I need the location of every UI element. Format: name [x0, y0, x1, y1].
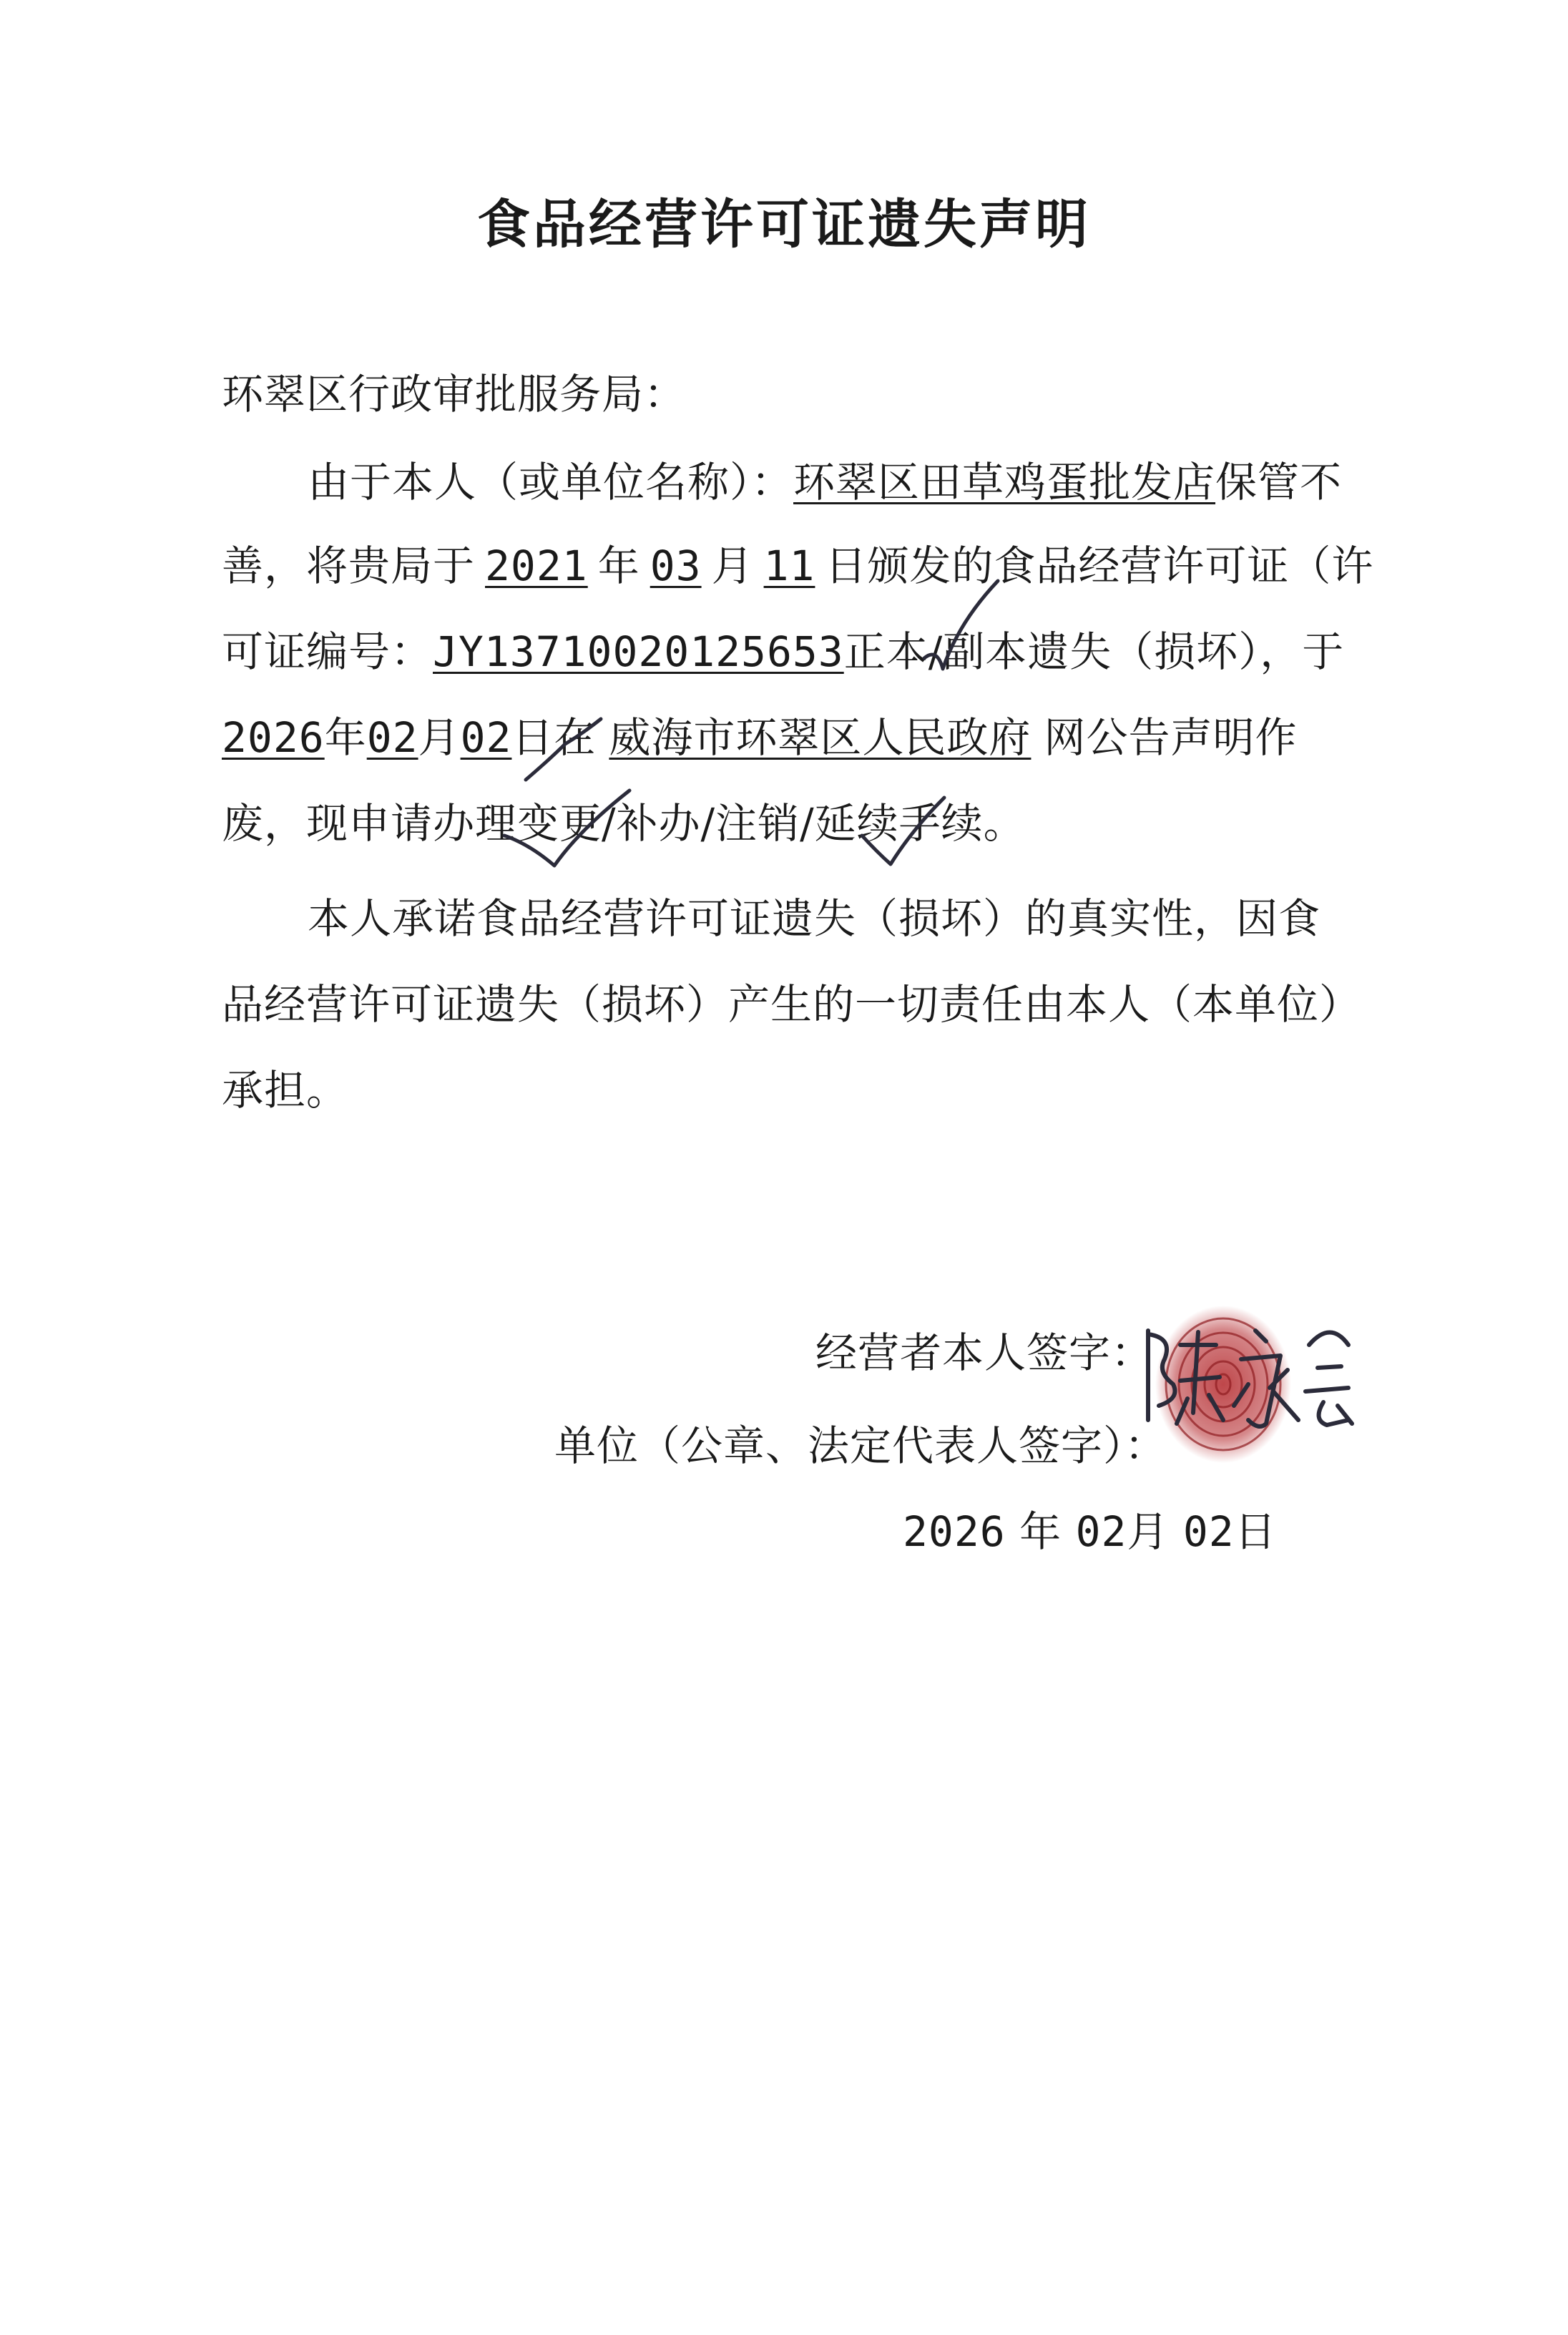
date-day: 02 — [1182, 1507, 1235, 1556]
notice-site: 威海市环翠区人民政府 — [609, 713, 1032, 762]
para1-line1-prefix: 由于本人（或单位名称）： — [308, 458, 794, 506]
license-number: JY13710020125653 — [433, 627, 844, 676]
para1-line2-suffix: 日颁发的食品经营许可证（许 — [825, 542, 1374, 590]
notice-month: 02 — [366, 713, 418, 762]
para1-line3-suffix: 正本/副本遗失（损坏），于 — [843, 627, 1345, 676]
notice-day: 02 — [460, 713, 512, 762]
date-year-char: 年 — [1019, 1507, 1062, 1556]
date-day-char: 日 — [1234, 1507, 1277, 1556]
para1-line4-suffix: 网公告声明作 — [1044, 713, 1298, 762]
notice-year-char: 年 — [324, 713, 367, 762]
unit-seal-label: 单位（公章、法定代表人签字）： — [554, 1421, 1167, 1470]
issue-month: 03 — [650, 542, 702, 590]
para1-line5: 废，现申请办理变更/补办/注销/延续手续。 — [222, 799, 1026, 848]
addressee: 环翠区行政审批服务局： — [222, 370, 687, 418]
notice-year: 2026 — [222, 713, 325, 762]
issue-year: 2021 — [485, 542, 588, 590]
unit-name-field: 环翠区田草鸡蛋批发店 — [793, 458, 1216, 506]
date-year: 2026 — [903, 1507, 1006, 1556]
issue-year-char: 年 — [597, 542, 640, 590]
issue-day: 11 — [763, 542, 815, 590]
para2-line2: 品经营许可证遗失（损坏）产生的一切责任由本人（本单位） — [222, 980, 1362, 1029]
document-title: 食品经营许可证遗失声明 — [477, 194, 1091, 255]
para1-line3-prefix: 可证编号： — [222, 627, 433, 676]
signature-label: 经营者本人签字： — [815, 1328, 1154, 1377]
para2-line1: 本人承诺食品经营许可证遗失（损坏）的真实性，因食 — [308, 894, 1321, 943]
para1-line1-suffix: 保管不 — [1215, 458, 1343, 506]
para2-line3: 承担。 — [222, 1066, 349, 1115]
para1-line2-prefix: 善，将贵局于 — [222, 542, 476, 590]
date-month-char: 月 — [1127, 1507, 1170, 1556]
notice-month-char: 月 — [418, 713, 461, 762]
date-month: 02 — [1075, 1507, 1127, 1556]
issue-month-char: 月 — [711, 542, 754, 590]
notice-day-at: 日在 — [511, 713, 597, 762]
